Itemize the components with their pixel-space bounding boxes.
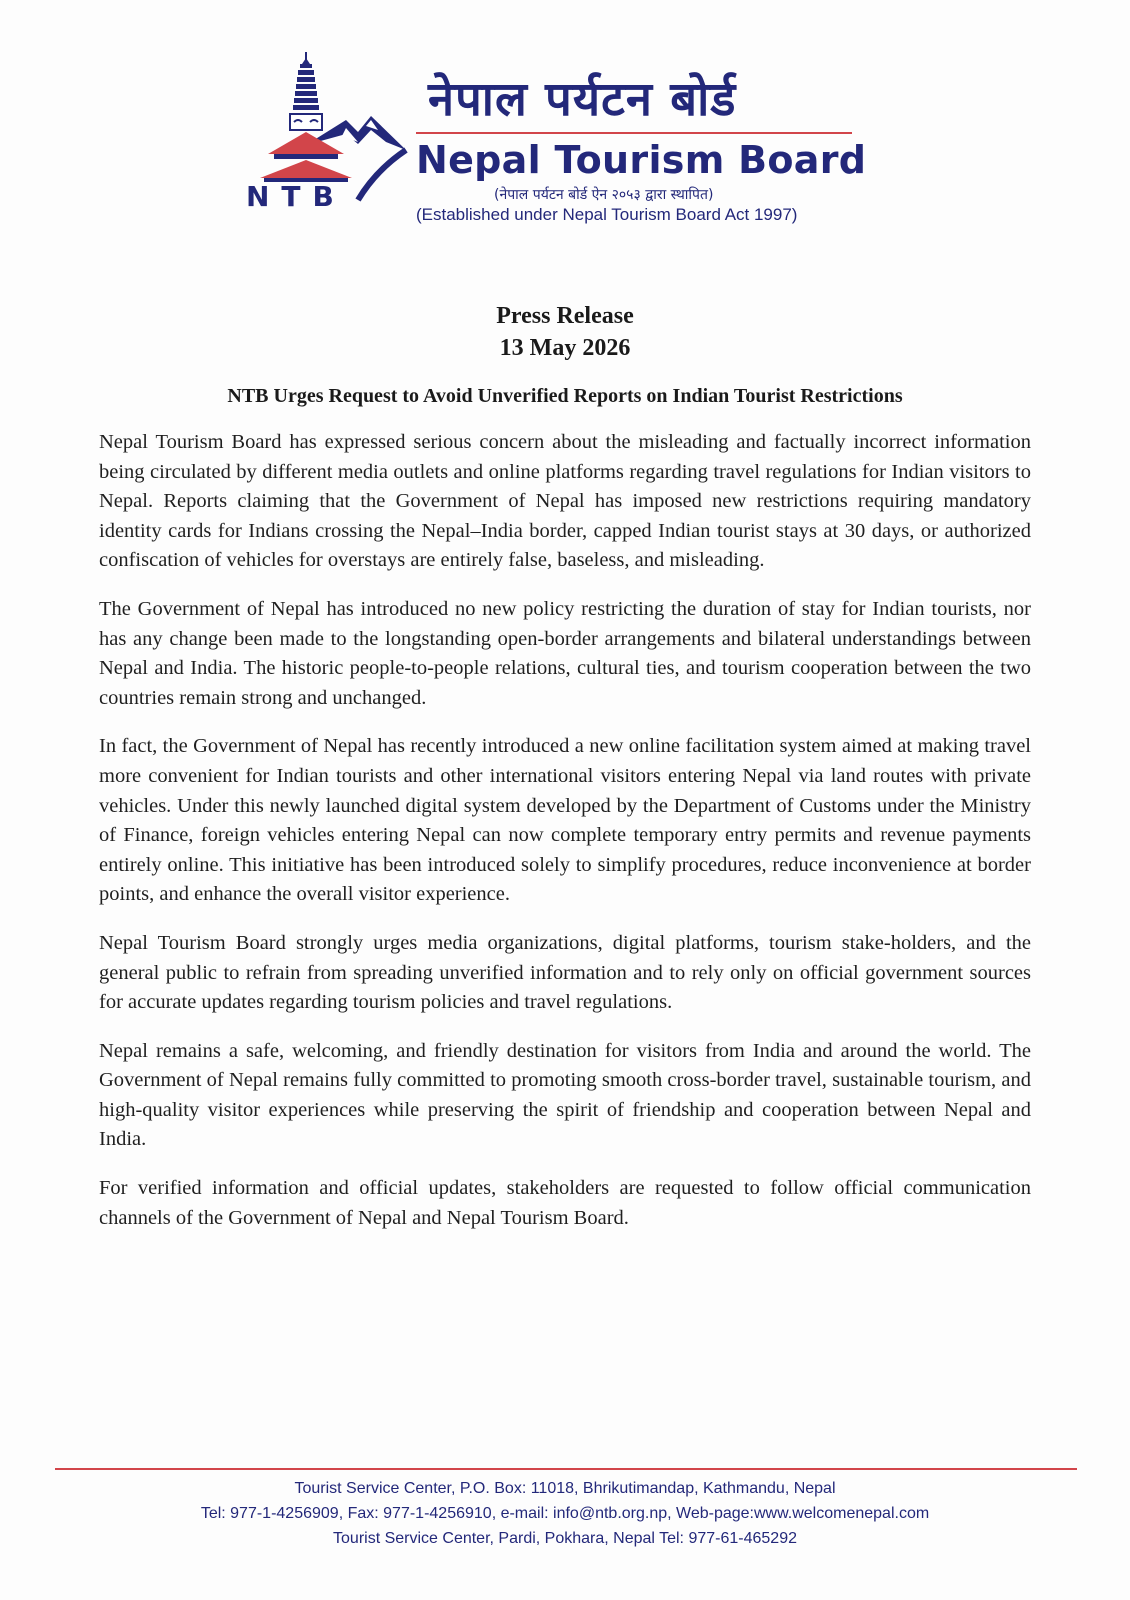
document-date: 13 May 2026 bbox=[499, 335, 631, 361]
paragraph: Nepal Tourism Board strongly urges media organizations, digital platforms, tourism stake-holders, and the general public to refrain from spreading unverified information and to rely only on official government sources for accurate updates regarding tourism policies and travel regulations. bbox=[99, 931, 1031, 1014]
document-type: Press Release bbox=[496, 303, 634, 329]
footer-address: Tourist Service Center, P.O. Box: 11018, Bhrikutimandap, Kathmandu, Nepal bbox=[294, 1480, 836, 1497]
paragraph: In fact, the Government of Nepal has recently introduced a new online facilitation system aimed at making travel more convenient for Indian tourists and other international visitors entering Nepal via land routes with private vehicles. Under this newly launched digital system developed by the Department of Customs under the Ministry of Finance, foreign vehicles entering Nepal can now complete temporary entry permits and revenue payments entirely online. This initiative has been introduced solely to simplify procedures, reduce inconvenience at border points, and enhance the overall visitor experience. bbox=[99, 735, 1031, 906]
brand-name-english: Nepal Tourism Board bbox=[416, 138, 867, 182]
paragraph: Nepal Tourism Board has expressed serious concern about the misleading and factually incorrect information being circulated by different media outlets and online platforms regarding travel regulations for Indian visitors to Nepal. Reports claiming that the Government of Nepal has imposed new restrictions requiring mandatory identity cards for Indians crossing the Nepal–India border, capped Indian tourist stays at 30 days, or authorized confiscation of vehicles for overstays are entirely false, baseless, and misleading. bbox=[99, 431, 1031, 572]
body-text bbox=[99, 428, 1031, 1252]
brand-name-nepali: नेपाल पर्यटन बोर्ड bbox=[428, 72, 737, 127]
logo-letters: NTB bbox=[246, 180, 346, 210]
brand-block bbox=[416, 72, 876, 226]
footer-contact: Tel: 977-1-4256909, Fax: 977-1-4256910, e-mail: info@ntb.org.np, Web-page:www.welcomenepal.com bbox=[200, 1505, 930, 1522]
paragraph: Nepal remains a safe, welcoming, and friendly destination for visitors from India and around the world. The Government of Nepal remains fully committed to promoting smooth cross-border travel, sustainable tourism, and high-quality visitor experiences while preserving the spirit of friendship and cooperation between Nepal and India. bbox=[99, 1039, 1031, 1151]
document-title: NTB Urges Request to Avoid Unverified Reports on Indian Tourist Restrictions bbox=[227, 385, 903, 407]
paragraph: The Government of Nepal has introduced no new policy restricting the duration of stay for Indian tourists, nor has any change been made to the longstanding open-border arrangements and bilateral understandings between Nepal and India. The historic people-to-people relations, cultural ties, and tourism cooperation between the two countries remain strong and unchanged. bbox=[99, 597, 1031, 709]
paragraph: For verified information and official updates, stakeholders are requested to follow official communication channels of the Government of Nepal and Nepal Tourism Board. bbox=[99, 1177, 1031, 1229]
established-english: (Established under Nepal Tourism Board Act 1997) bbox=[416, 205, 798, 224]
established-nepali: (नेपाल पर्यटन बोर्ड ऐन २०५३ द्वारा स्थापित) bbox=[494, 187, 714, 203]
footer-divider bbox=[55, 1468, 1077, 1470]
footer-pokhara: Tourist Service Center, Pardi, Pokhara, Nepal Tel: 977-61-465292 bbox=[333, 1530, 797, 1547]
ntb-logo bbox=[246, 50, 411, 210]
brand-divider bbox=[416, 132, 852, 134]
